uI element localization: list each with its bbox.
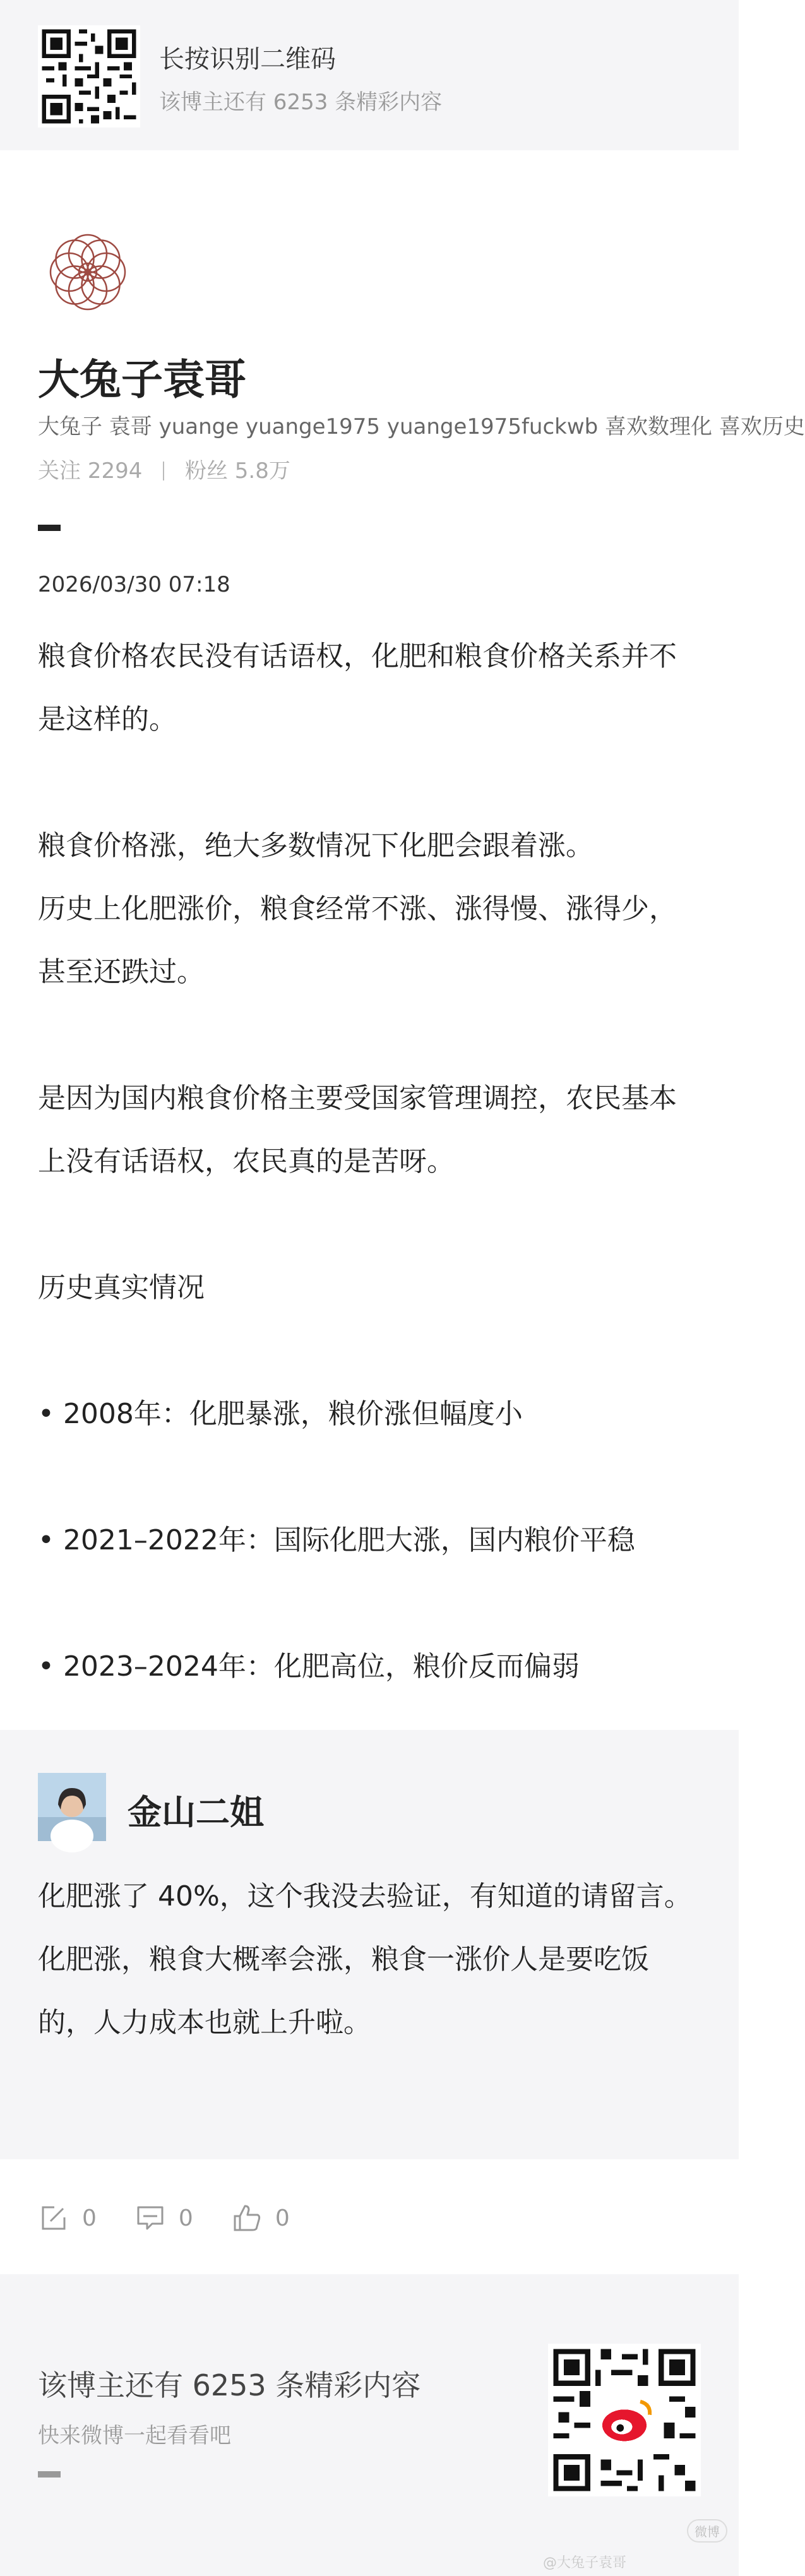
repost-count: 0 xyxy=(82,2205,97,2231)
fans-count: 5.8万 xyxy=(234,458,290,484)
comment-icon xyxy=(134,2202,166,2234)
post-paragraph: 历史上化肥涨价，粮食经常不涨、涨得慢、涨得少，甚至还跌过。 xyxy=(38,893,677,988)
quoted-paragraph: 化肥涨，粮食大概率会涨，粮食一涨价人是要吃饭的，人力成本也就上升啦。 xyxy=(38,1943,649,2039)
qr-banner-subtitle: 该博主还有 6253 条精彩内容 xyxy=(159,90,443,115)
comment-button[interactable] xyxy=(134,2202,193,2234)
share-edit-icon xyxy=(38,2202,69,2234)
repost-button[interactable] xyxy=(38,2202,97,2234)
profile-stats xyxy=(38,453,290,484)
post-list-item: • 2008年：化肥暴涨，粮价涨但幅度小 xyxy=(38,1398,523,1430)
watermark-text: @大兔子袁哥 xyxy=(543,2555,627,2571)
footer-qr-code[interactable] xyxy=(548,2344,701,2496)
quoted-body xyxy=(38,1865,701,2054)
fans-label: 粉丝 xyxy=(184,458,228,484)
post-paragraph: 粮食价格农民没有话语权，化肥和粮食价格关系并不是这样的。 xyxy=(38,640,677,736)
person-avatar-icon xyxy=(38,1773,106,1841)
qr-code-graphic xyxy=(548,2344,701,2496)
stats-divider xyxy=(163,462,164,480)
follow-count: 2294 xyxy=(87,458,143,484)
post-body xyxy=(38,625,701,1698)
footer-divider xyxy=(38,2471,61,2478)
qr-banner-title: 长按识别二维码 xyxy=(159,45,336,74)
like-count: 0 xyxy=(275,2205,290,2231)
post-paragraph: 历史真实情况 xyxy=(38,1272,205,1304)
section-divider xyxy=(38,525,61,531)
profile-nickname[interactable]: 大兔子袁哥 xyxy=(38,355,246,404)
follow-label: 关注 xyxy=(38,458,81,484)
quoted-paragraph: 化肥涨了 40%，这个我没去验证，有知道的请留言。 xyxy=(38,1880,692,1912)
post-paragraph: 粮食价格涨，绝大多数情况下化肥会跟着涨。 xyxy=(38,830,593,862)
qr-code[interactable] xyxy=(38,25,140,128)
footer-subtitle: 快来微博一起看看吧 xyxy=(38,2423,231,2448)
weibo-badge: 微博 xyxy=(687,2519,727,2543)
post-timestamp: 2026/03/30 07:18 xyxy=(38,572,230,597)
post-list-item: • 2021–2022年：国际化肥大涨，国内粮价平稳 xyxy=(38,1524,635,1556)
quoted-author-avatar[interactable] xyxy=(38,1773,106,1841)
like-button[interactable] xyxy=(231,2202,290,2234)
action-bar xyxy=(38,2196,328,2240)
footer-title: 该博主还有 6253 条精彩内容 xyxy=(38,2368,421,2402)
post-paragraph: 是因为国内粮食价格主要受国家管理调控，农民基本上没有话语权，农民真的是苦呀。 xyxy=(38,1082,677,1178)
post-list-item: • 2023–2024年：化肥高位，粮价反而偏弱 xyxy=(38,1650,580,1683)
comment-count: 0 xyxy=(178,2205,193,2231)
quoted-author-name[interactable]: 金山二姐 xyxy=(128,1792,264,1832)
avatar[interactable] xyxy=(38,222,138,322)
thumbs-up-icon xyxy=(231,2202,263,2234)
qr-code-graphic xyxy=(38,25,140,128)
profile-bio: 大兔子 袁哥 yuange yuange1975 yuange1975fuckwb 喜欢数理化 喜欢历史 xyxy=(38,414,805,439)
rosette-logo-icon xyxy=(38,222,138,322)
